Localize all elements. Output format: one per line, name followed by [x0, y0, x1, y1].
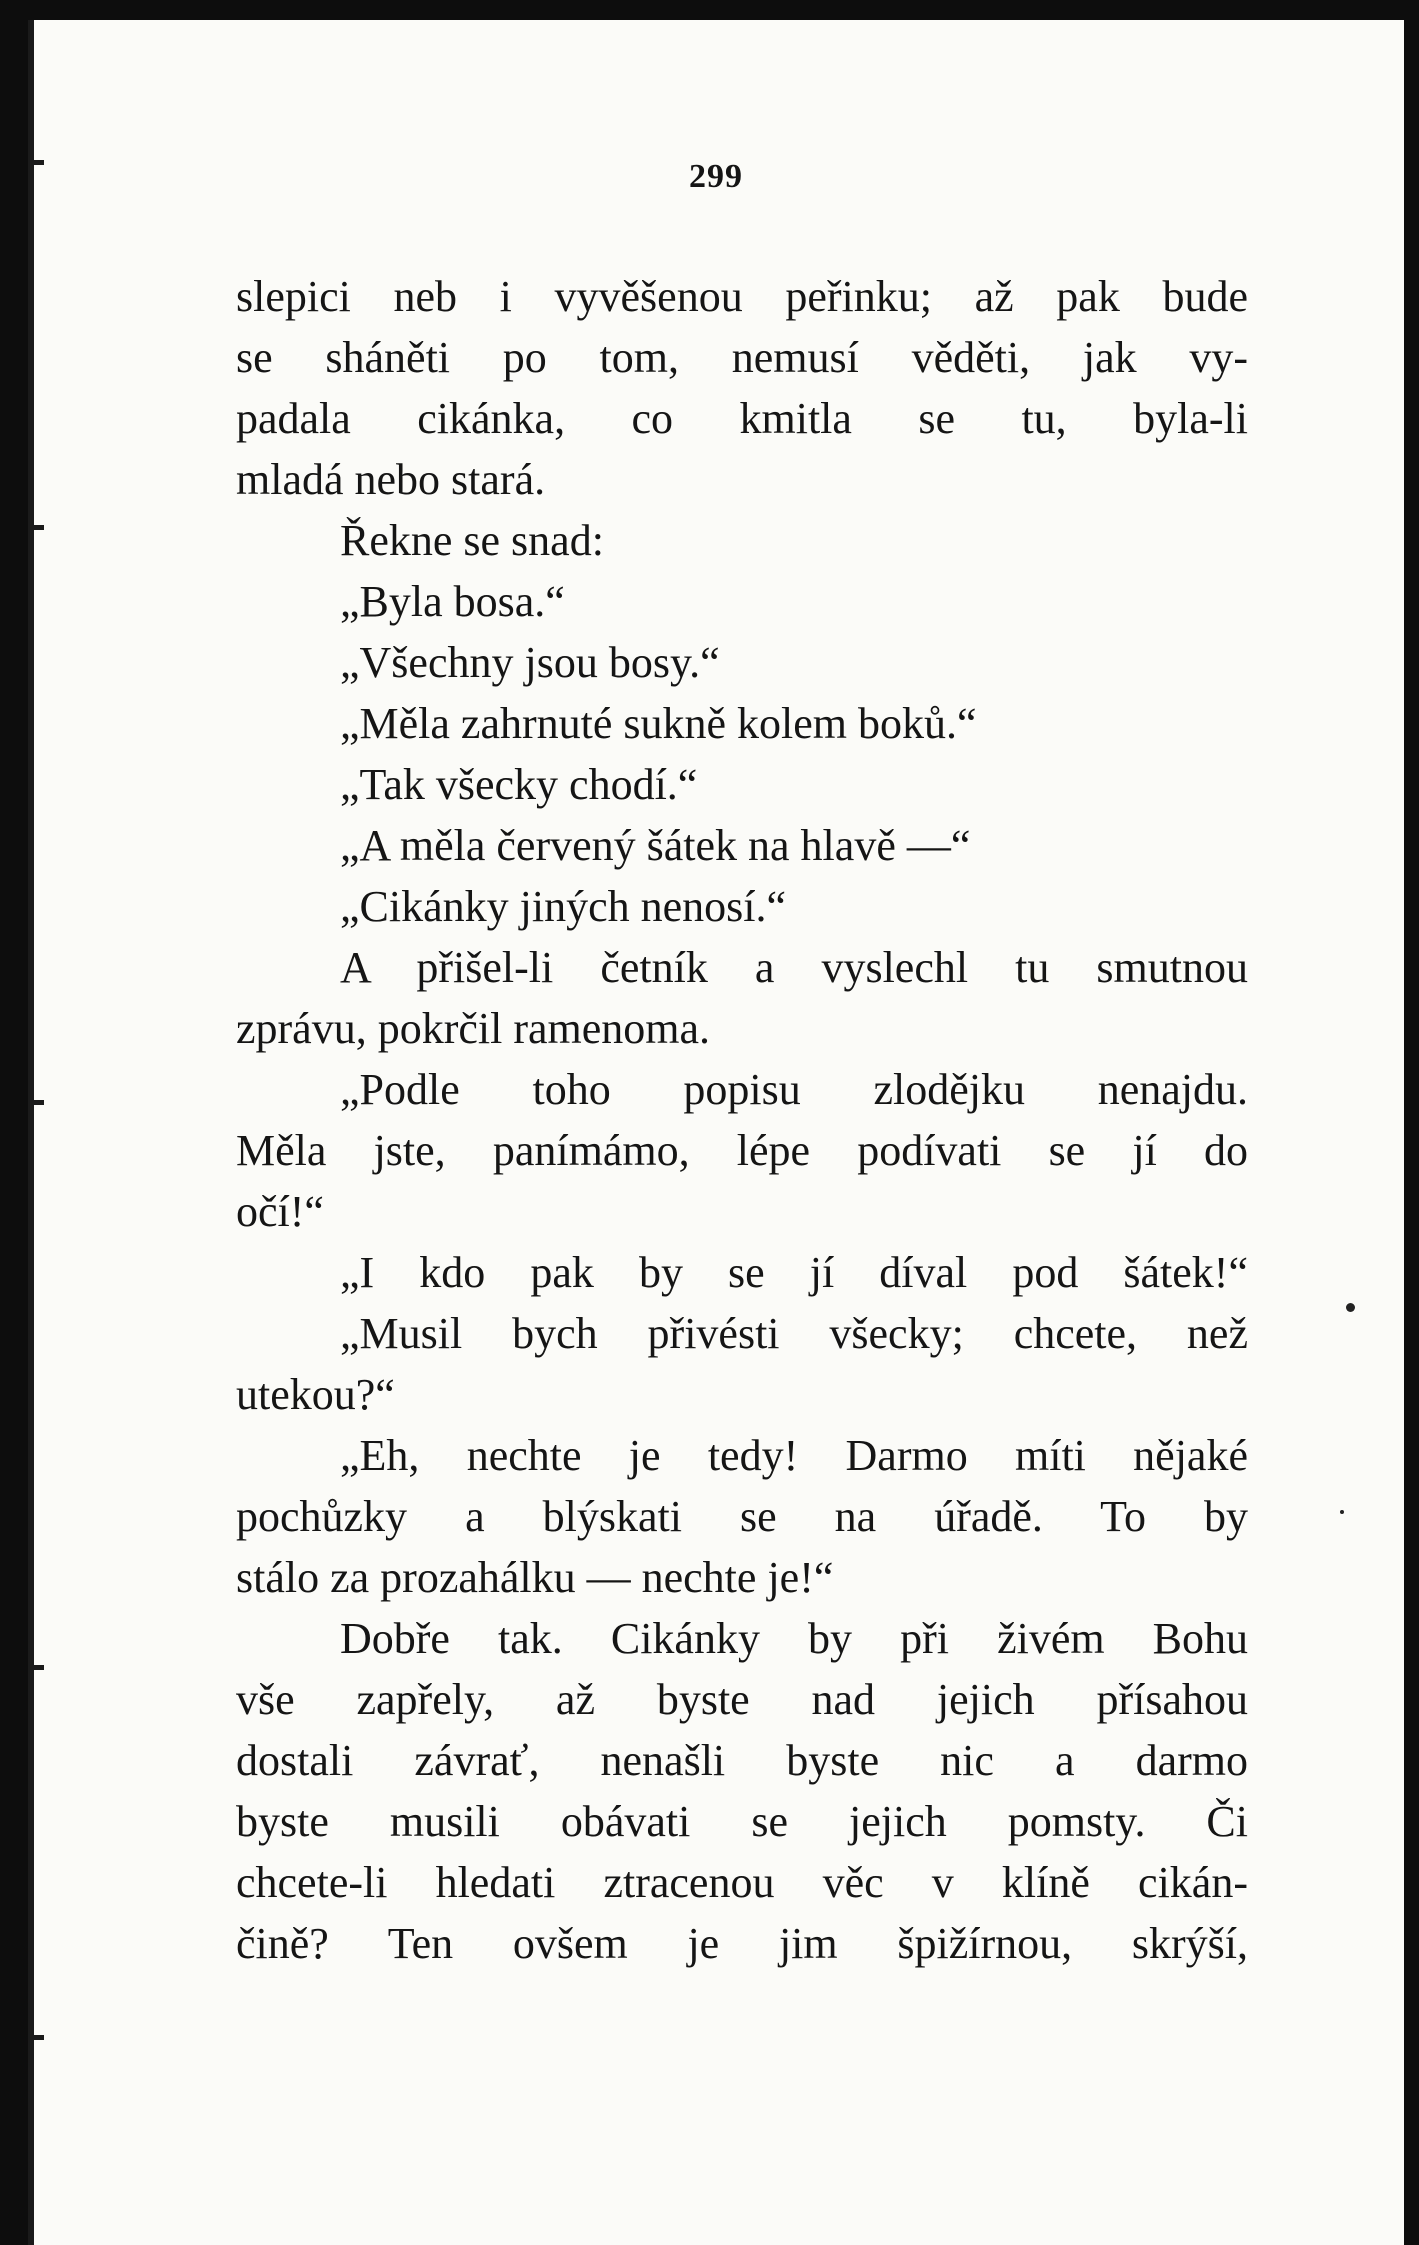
- print-speck: [1346, 1303, 1355, 1312]
- text-line-16: očí!“: [236, 1187, 324, 1236]
- book-page: [28, 20, 1404, 2245]
- text-line-09: „Tak všecky chodí.“: [340, 760, 698, 809]
- page-edge-rule: [28, 20, 34, 2245]
- text-line-24: vše zapřely, až byste nad jejich přísahou: [236, 1675, 1248, 1724]
- text-line-19: utekou?“: [236, 1370, 395, 1419]
- text-line-23: Dobře tak. Cikánky by při živém Bohu: [340, 1614, 1248, 1663]
- text-line-10: „A měla červený šátek na hlavě —“: [340, 821, 971, 870]
- text-line-27: chcete-li hledati ztracenou věc v klíně cikán-: [236, 1858, 1248, 1907]
- text-line-11: „Cikánky jiných nenosí.“: [340, 882, 787, 931]
- text-line-20: „Eh, nechte je tedy! Darmo míti nějaké: [340, 1431, 1248, 1480]
- text-line-03: padala cikánka, co kmitla se tu, byla-li: [236, 394, 1248, 443]
- text-line-04: mladá nebo stará.: [236, 455, 546, 504]
- text-line-07: „Všechny jsou bosy.“: [340, 638, 720, 687]
- text-line-08: „Měla zahrnuté sukně kolem boků.“: [340, 699, 977, 748]
- text-line-15: Měla jste, panímámo, lépe podívati se jí do: [236, 1126, 1248, 1175]
- edge-tick-mark: [28, 525, 44, 530]
- text-line-26: byste musili obávati se jejich pomsty. Či: [236, 1797, 1248, 1846]
- text-line-25: dostali závrať, nenašli byste nic a darmo: [236, 1736, 1248, 1785]
- text-line-06: „Byla bosa.“: [340, 577, 565, 626]
- text-line-18: „Musil bych přivésti všecky; chcete, než: [340, 1309, 1248, 1358]
- text-line-21: pochůzky a blýskati se na úřadě. To by: [236, 1492, 1248, 1541]
- edge-tick-mark: [28, 1100, 44, 1105]
- text-line-28: čině? Ten ovšem je jim špižírnou, skrýší,: [236, 1919, 1248, 1968]
- text-line-13: zprávu, pokrčil ramenoma.: [236, 1004, 711, 1053]
- text-line-05: Řekne se snad:: [340, 516, 604, 565]
- text-line-02: se sháněti po tom, nemusí věděti, jak vy-: [236, 333, 1248, 382]
- text-line-14: „Podle toho popisu zlodějku nenajdu.: [340, 1065, 1248, 1114]
- text-line-17: „I kdo pak by se jí díval pod šátek!“: [340, 1248, 1248, 1297]
- text-line-12: A přišel-li četník a vyslechl tu smutnou: [340, 943, 1248, 992]
- text-line-22: stálo za prozahálku — nechte je!“: [236, 1553, 834, 1602]
- text-line-01: slepici neb i vyvěšenou peřinku; až pak bude: [236, 272, 1248, 321]
- edge-tick-mark: [28, 1665, 44, 1670]
- edge-tick-mark: [28, 2035, 44, 2040]
- page-number: 299: [689, 158, 743, 195]
- print-speck: [1340, 1510, 1344, 1514]
